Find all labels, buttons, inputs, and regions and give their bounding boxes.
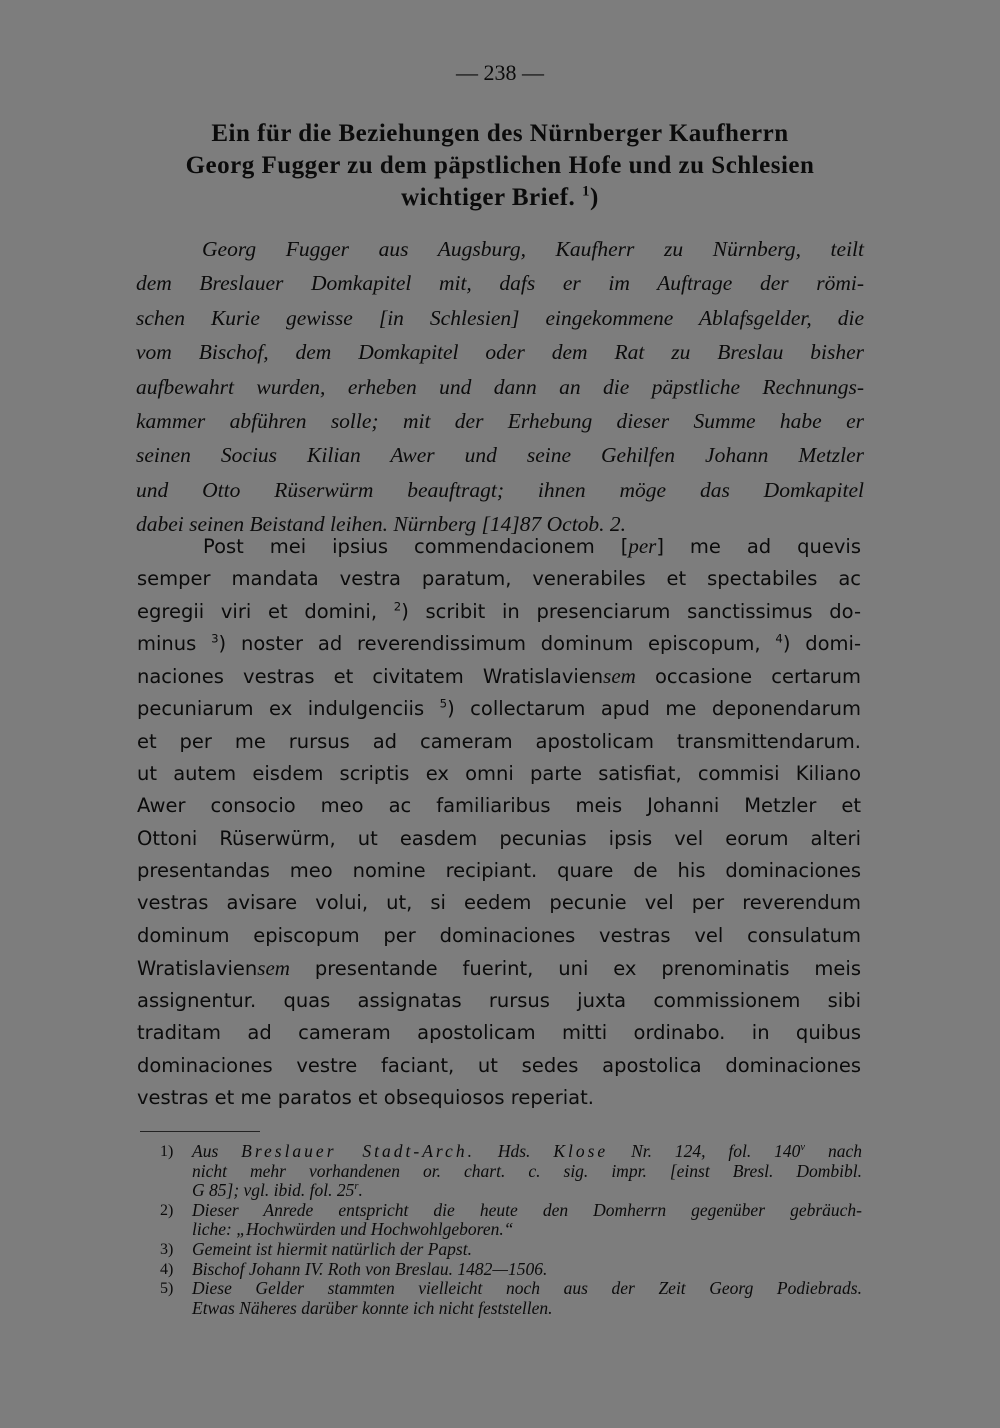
body-line: Post mei ipsius commendacionem [per] me ad quevis <box>203 534 862 558</box>
summary-line: Georg Fugger aus Augsburg, Kaufherr zu Nürnberg, teilt <box>202 237 864 261</box>
footnote-line: liche: „Hochwürden und Hochwohlgeboren.“ <box>192 1219 514 1240</box>
body-line: vestras et me paratos et obsequiosos reperiat. <box>137 1086 594 1110</box>
body-line: minus $^3$) noster ad reverendissimum dominum episcopum, $^4$) domi- <box>137 631 861 655</box>
summary-line: und Otto Rüserwürm beauftragt; ihnen möge das Domkapitel <box>136 477 864 502</box>
summary-line: kammer abführen solle; mit der Erhebung dieser Summe habe er <box>136 409 864 434</box>
footnote-4 <box>160 1260 862 1280</box>
footnote-mark: 2) <box>160 1201 174 1219</box>
title-text: wichtiger Brief. <box>401 184 576 211</box>
body-line: dominum episcopum per dominaciones vestras vel consulatum <box>137 923 861 947</box>
footnote-5 <box>160 1279 862 1318</box>
footnote-mark: 3) <box>160 1240 174 1258</box>
body-line: et per me rursus ad cameram apostolicam transmittendarum. <box>137 729 861 753</box>
body-line: dominaciones vestre faciant, ut sedes apostolica dominaciones <box>137 1053 861 1077</box>
footnote-3 <box>160 1240 862 1260</box>
footnote-ref: 1 <box>582 183 591 200</box>
footnote-ref: 5 <box>439 696 448 711</box>
footnote-separator <box>140 1131 260 1132</box>
footnote-ref: 2 <box>393 599 402 614</box>
footnote-ref-bracket: ) <box>590 184 599 211</box>
footnote-mark: 1) <box>160 1143 174 1160</box>
footnotes <box>160 1142 862 1318</box>
german-summary <box>136 232 864 542</box>
footnote-line: nicht mehr vorhandenen or. chart. c. sig. impr. [einst Bresl. Dombibl. <box>192 1160 862 1181</box>
title-line: Ein für die Beziehungen des Nürnberger Kaufherrn <box>211 120 789 147</box>
letter-title <box>130 118 870 214</box>
page-number: — 238 — <box>456 60 544 85</box>
footnote-line: Aus Breslauer Stadt-Arch. Hds. Klose Nr. 124, fol. 140$^v$ nach <box>192 1141 862 1161</box>
footnote-ref: 3 <box>211 631 219 646</box>
footnote-mark: 5) <box>160 1280 174 1298</box>
summary-line: aufbewahrt wurden, erheben und dann an die päpstliche Rechnungs- <box>136 374 864 399</box>
summary-line: schen Kurie gewisse [in Schlesien] eingekommene Ablafsgelder, die <box>136 305 864 330</box>
body-line: semper mandata vestra paratum, venerabiles et spectabiles ac <box>137 567 861 591</box>
body-line: naciones vestras et civitatem Wratislaviensem occasione certarum <box>137 664 861 689</box>
body-line: ut autem eisdem scriptis ex omni parte satisfiat, commisi Kiliano <box>137 762 861 786</box>
footnote-1 <box>160 1142 862 1201</box>
body-line: presentandas meo nomine recipiant. quare de his dominaciones <box>137 858 861 882</box>
footnote-line: Bischof Johann IV. Roth von Breslau. 1482—1506. <box>192 1258 548 1279</box>
footnote-line: Gemeint ist hiermit natürlich der Papst. <box>192 1238 472 1259</box>
footnote-ref: 4 <box>775 631 783 646</box>
footnote-line: Etwas Näheres darüber konnte ich nicht feststellen. <box>192 1297 553 1318</box>
latin-letter-text <box>137 530 861 1114</box>
body-line: Ottoni Rüserwürm, ut easdem pecunias ipsis vel eorum alteri <box>137 826 861 850</box>
title-line <box>130 182 870 214</box>
body-line: Wratislaviensem presentande fuerint, uni ex prenominatis meis <box>137 955 861 980</box>
footnote-mark: 4) <box>160 1260 174 1278</box>
summary-line: dabei seinen Beistand leihen. Nürnberg [14]87 Octob. 2. <box>136 512 627 537</box>
footnote-2 <box>160 1201 862 1240</box>
body-line: Awer consocio meo ac familiaribus meis Johanni Metzler et <box>137 794 861 818</box>
footnote-line: G 85]; vgl. ibid. fol. 25$^r$. <box>192 1180 363 1201</box>
summary-line: dem Breslauer Domkapitel mit, dafs er im Auftrage der römi- <box>136 271 864 296</box>
body-line: traditam ad cameram apostolicam mitti ordinabo. in quibus <box>137 1021 861 1045</box>
body-line: assignentur. quas assignatas rursus juxta commissionem sibi <box>137 989 861 1013</box>
body-line: vestras avisare volui, ut, si eedem pecunie vel per reverendum <box>137 891 861 915</box>
title-line: Georg Fugger zu dem päpstlichen Hofe und zu Schlesien <box>185 152 815 179</box>
footnote-line: Diese Gelder stammten vielleicht noch aus der Zeit Georg Podiebrads. <box>192 1278 862 1299</box>
summary-line: vom Bischof, dem Domkapitel oder dem Rat zu Breslau bisher <box>136 340 864 365</box>
body-line: pecuniarum ex indulgenciis $^5$) collectarum apud me deponendarum <box>137 696 861 721</box>
body-line: egregii viri et domini, $^2$) scribit in presenciarum sanctissimus do- <box>137 599 861 623</box>
footnote-line: Dieser Anrede entspricht die heute den Domherrn gegenüber gebräuch- <box>192 1199 862 1220</box>
summary-line: seinen Socius Kilian Awer und seine Gehilfen Johann Metzler <box>136 443 864 468</box>
